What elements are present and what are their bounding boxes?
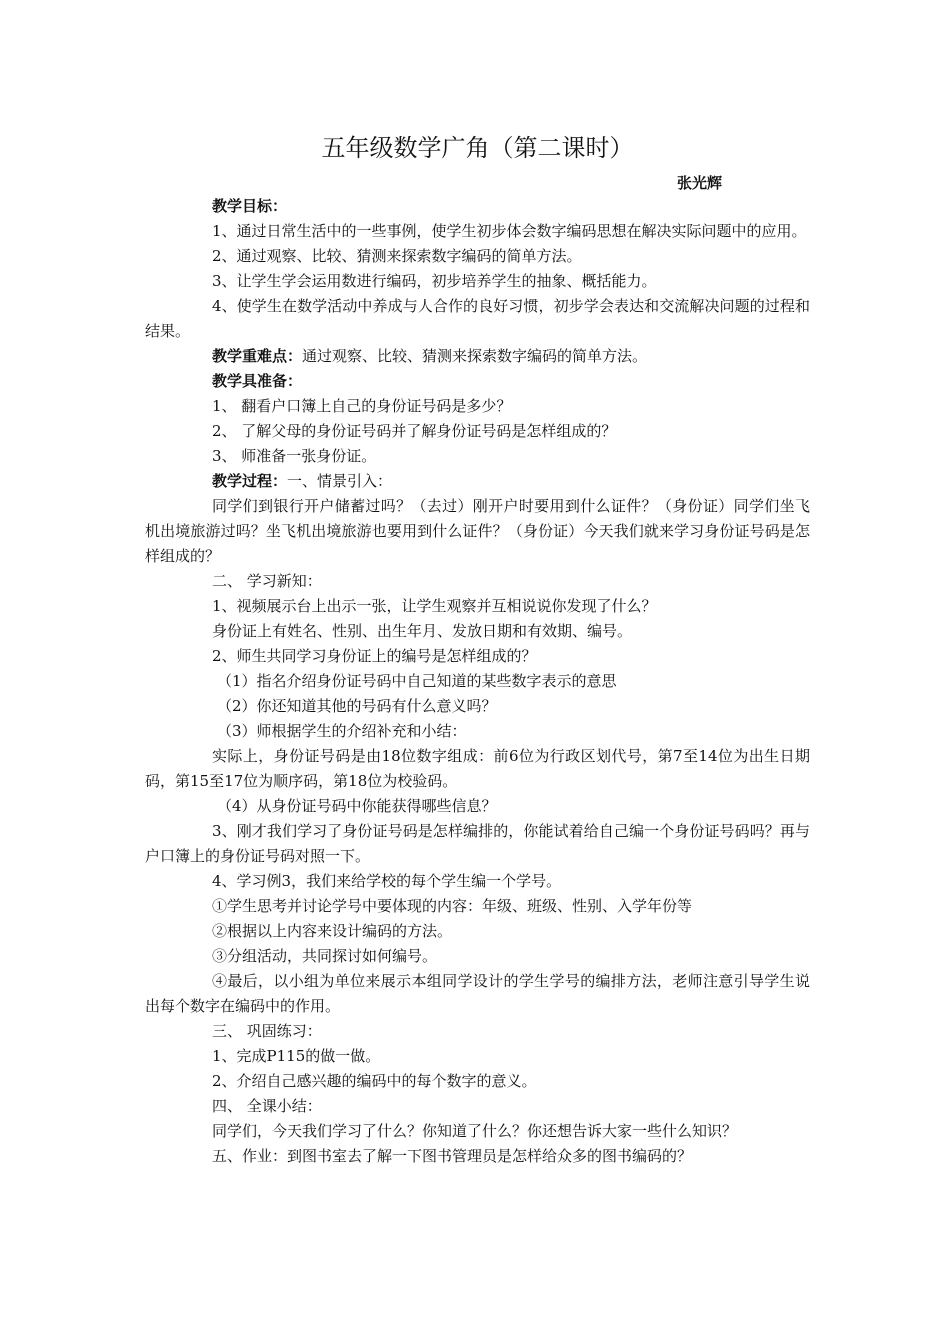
document-title: 五年级数学广角（第二课时） xyxy=(321,134,634,162)
process-line: （4）从身份证号码中你能获得哪些信息？ xyxy=(217,797,497,815)
process-line: 1、完成P115的做一做。 xyxy=(212,1047,381,1065)
process-intro: 一、情景引入： xyxy=(287,472,393,490)
preparation-item: 1、 翻看户口簿上自己的身份证号码是多少？ xyxy=(212,397,512,415)
author-name: 张光辉 xyxy=(676,174,722,192)
objective-item: 1、通过日常生活中的一些事例，使学生初步体会数字编码思想在解决实际问题中的应用。 xyxy=(212,222,807,240)
preparation-item: 2、 了解父母的身份证号码并了解身份证号码是怎样组成的？ xyxy=(212,422,617,440)
process-line: ①学生思考并讨论学号中要体现的内容：年级、班级、性别、入学年份等 xyxy=(212,897,693,915)
process-line: 同学们到银行开户储蓄过吗？（去过）刚开户时要用到什么证件？（身份证）同学们坐飞机出境旅游过吗？坐飞机出境旅游也要用到什么证件？（身份证）今天我们就来学习身份证号码是怎样组成的？ xyxy=(145,497,810,565)
process-line: 1、视频展示台上出示一张，让学生观察并互相说说你发现了什么？ xyxy=(212,597,657,615)
preparation-heading: 教学具准备： xyxy=(212,372,303,390)
process-line: （3）师根据学生的介绍补充和小结： xyxy=(217,722,467,740)
process-line: ③分组活动，共同探讨如何编号。 xyxy=(212,947,438,965)
process-line: 2、师生共同学习身份证上的编号是怎样组成的？ xyxy=(212,647,537,665)
process-line: ②根据以上内容来设计编码的方法。 xyxy=(212,922,453,940)
process-heading: 教学过程： xyxy=(212,472,288,490)
process-line: 同学们，今天我们学习了什么？你知道了什么？你还想告诉大家一些什么知识？ xyxy=(212,1122,738,1140)
process-line: 2、介绍自己感兴趣的编码中的每个数字的意义。 xyxy=(212,1072,537,1090)
process-line: 五、作业：到图书室去了解一下图书管理员是怎样给众多的图书编码的？ xyxy=(212,1147,693,1165)
process-line: 四、 全课小结： xyxy=(212,1097,322,1115)
objectives-heading: 教学目标： xyxy=(212,197,288,215)
process-line: （2）你还知道其他的号码有什么意义吗？ xyxy=(217,697,497,715)
process-line: 身份证上有姓名、性别、出生年月、发放日期和有效期、编号。 xyxy=(212,622,633,640)
process-line: 实际上，身份证号码是由18位数字组成：前6位为行政区划代号，第7至14位为出生日期码，第15至17位为顺序码，第18位为校验码。 xyxy=(145,747,810,790)
objective-item: 4、使学生在数学活动中养成与人合作的良好习惯，初步学会表达和交流解决问题的过程和结果。 xyxy=(145,297,810,340)
process-line: 4、学习例3，我们来给学校的每个学生编一个学号。 xyxy=(212,872,562,890)
process-line: 3、刚才我们学习了身份证号码是怎样编排的，你能试着给自己编一个身份证号码吗？再与户口簿上的身份证号码对照一下。 xyxy=(145,822,810,865)
key-points-text: 通过观察、比较、猜测来探索数字编码的简单方法。 xyxy=(302,347,648,365)
preparation-item: 3、 师准备一张身份证。 xyxy=(212,447,377,465)
objective-item: 3、让学生学会运用数进行编码，初步培养学生的抽象、概括能力。 xyxy=(212,272,657,290)
process-line: ④最后，以小组为单位来展示本组同学设计的学生学号的编排方法，老师注意引导学生说出每个数字在编码中的作用。 xyxy=(145,972,810,1015)
process-line: （1）指名介绍身份证号码中自己知道的某些数字表示的意思 xyxy=(217,672,617,690)
process-heading-line xyxy=(145,469,810,494)
process-line: 二、 学习新知： xyxy=(212,572,322,590)
document-page xyxy=(145,128,810,1169)
objective-item: 2、通过观察、比较、猜测来探索数字编码的简单方法。 xyxy=(212,247,582,265)
process-line: 三、 巩固练习： xyxy=(212,1022,322,1040)
key-points-heading: 教学重难点： xyxy=(212,347,303,365)
key-points xyxy=(145,344,810,369)
